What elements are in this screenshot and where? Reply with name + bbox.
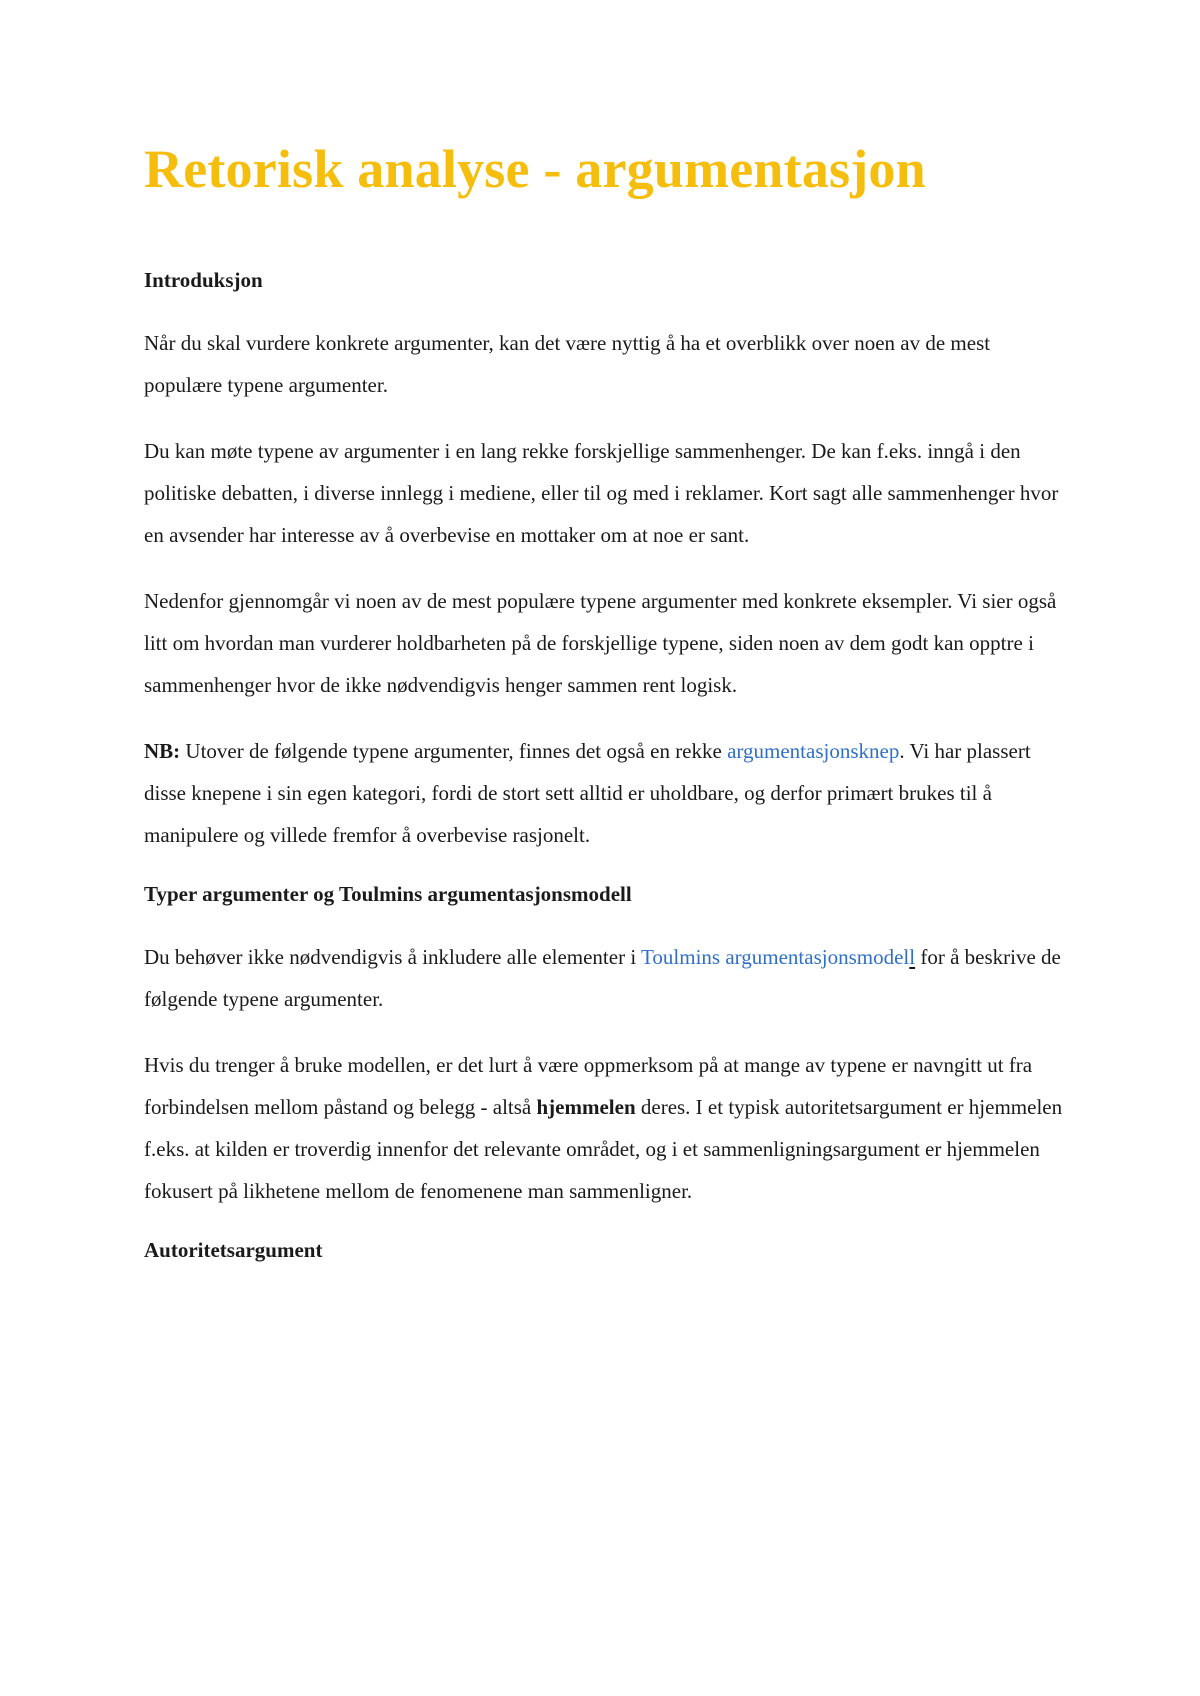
toulmin-text-post: for å beskrive de følgende typene argumenter. (144, 945, 1061, 1012)
paragraph-toulmin-1 (144, 936, 1070, 1020)
document-title: Retorisk analyse - argumentasjon (144, 139, 926, 199)
link-argumentasjonsknep[interactable]: argumentasjonsknep (727, 739, 900, 764)
hjemmel-text-post: deres. I et typisk autoritetsargument er hjemmelen f.eks. at kilden er troverdig innenfor det relevante området, og i et sammenligningsargument er hjemmelen fokusert på likhetene mellom de fenomenene man sammenligner. (144, 1095, 1063, 1204)
paragraph-toulmin-2 (144, 1044, 1070, 1212)
toulmin-text-pre: Du behøver ikke nødvendigvis å inkludere alle elementer i (144, 945, 642, 970)
paragraph-intro-2: Du kan møte typene av argumenter i en lang rekke forskjellige sammenhenger. De kan f.eks. inngå i den politiske debatten, i diverse innlegg i mediene, eller til og med i reklamer. Kort sagt alle sammenhenger hvor en avsender har interesse av å overbevise en mottaker om at noe er sant. (144, 439, 1059, 548)
nb-text-post: . Vi har plassert disse knepene i sin egen kategori, fordi de stort sett alltid er uholdbare, og derfor primært brukes til å manipulere og villede fremfor å overbevise rasjonelt. (144, 739, 1031, 848)
paragraph-nb (144, 730, 1070, 856)
hjemmel-bold: hjemmelen (536, 1095, 636, 1120)
paragraph-intro-1: Når du skal vurdere konkrete argumenter, kan det være nyttig å ha et overblikk over noen av de mest populære typene argumenter. (144, 331, 991, 398)
link-toulmins-modell-text: Toulmins argumentasjonsmodel (641, 945, 910, 970)
heading-autoritetsargument: Autoritetsargument (144, 1238, 323, 1263)
hjemmel-text-pre: Hvis du trenger å bruke modellen, er det lurt å være oppmerksom på at mange av typene er navngitt ut fra forbindelsen mellom påstand og belegg - altså (144, 1053, 1033, 1120)
nb-label: NB: (144, 739, 181, 764)
heading-introduksjon: Introduksjon (144, 268, 263, 293)
nb-text-pre: Utover de følgende typene argumenter, finnes det også en rekke (180, 739, 728, 764)
paragraph-intro-3: Nedenfor gjennomgår vi noen av de mest populære typene argumenter med konkrete eksempler. Vi sier også litt om hvordan man vurderer holdbarheten på de forskjellige typene, siden noen av dem godt kan opptre i sammenhenger hvor de ikke nødvendigvis henger sammen rent logisk. (144, 589, 1057, 698)
heading-typer-argumenter: Typer argumenter og Toulmins argumentasjonsmodell (144, 882, 632, 907)
link-toulmins-modell[interactable] (641, 945, 915, 969)
link-toulmins-modell-end: l (909, 945, 916, 970)
